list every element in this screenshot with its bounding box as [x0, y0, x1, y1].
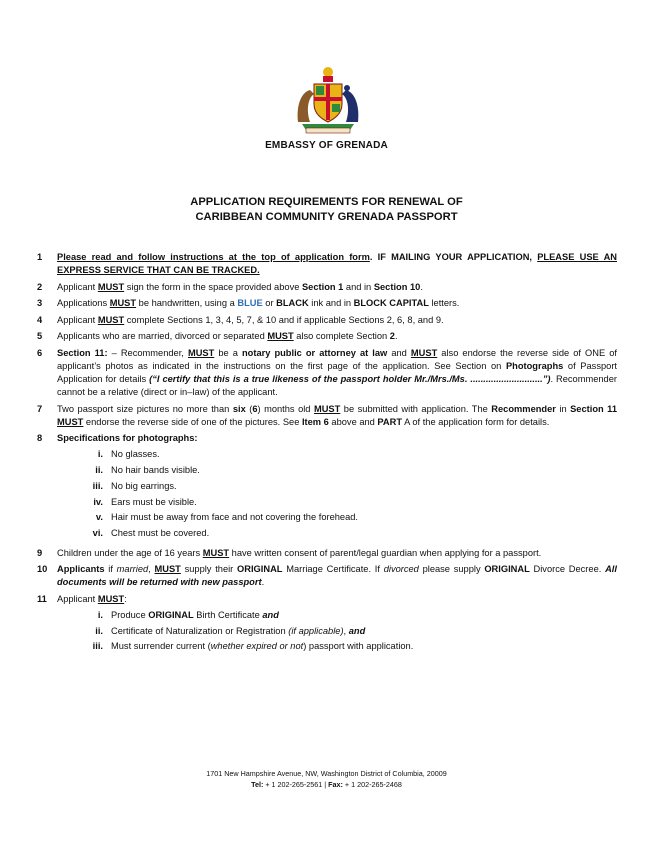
item-text: [57, 432, 617, 543]
list-item: [37, 432, 617, 543]
item-number: 10: [37, 564, 48, 575]
sub-item: v. Hair must be away from face and not covering the forehead.: [95, 512, 359, 523]
title-line-1: APPLICATION REQUIREMENTS FOR RENEWAL OF: [190, 196, 463, 208]
item-number: 8: [37, 433, 43, 444]
sub-item: i. No glasses.: [97, 449, 160, 460]
footer-contact: Tel: + 1 202-265-2561 | Fax: + 1 202-265-2468: [251, 779, 402, 789]
item-number: 9: [37, 547, 43, 558]
sub-item: vi. Chest must be covered.: [92, 528, 210, 539]
sub-item: iii. Must surrender current (whether expired or not) passport with application.: [92, 641, 414, 652]
list-item: [37, 547, 617, 560]
list-item: [37, 330, 617, 343]
item-text: Applicants who are married, divorced or separated MUST also complete Section 2.: [57, 331, 398, 342]
list-item: [37, 563, 617, 589]
item-number: 6: [37, 347, 43, 358]
list-item: [37, 297, 617, 310]
title-line-2: CARIBBEAN COMMUNITY GRENADA PASSPORT: [195, 210, 458, 223]
list-item: [37, 347, 617, 399]
applicant-must-heading: Applicant MUST:: [57, 593, 127, 604]
sub-item: i. Produce ORIGINAL Birth Certificate and: [97, 609, 279, 620]
embassy-name: EMBASSY OF GRENADA: [265, 140, 388, 151]
item-text: Applicant MUST sign the form in the space provided above Section 1 and in Section 10.: [57, 281, 423, 292]
item-text: [57, 593, 617, 656]
item-number: 2: [37, 281, 43, 292]
item-number: 11: [37, 593, 47, 604]
list-item: [37, 281, 617, 294]
item-number: 4: [37, 314, 43, 325]
item-number: 7: [37, 403, 43, 414]
sub-item: ii. Certificate of Naturalization or Registration (if applicable), and: [95, 625, 366, 636]
photo-spec-heading: Specifications for photographs:: [57, 433, 198, 444]
item-text: Section 11: – Recommender, MUST be a notary public or attorney at law and MUST also endorse the reverse side of ONE of applicant’s photos as indicated in the instructions on the first page of the application. See Section on Photographs of Passport Application for details (“I certify that this is a true likeness of the passport holder Mr./Mrs./Ms. ............................”). Recommender cannot be a relative (direct or in–law) of the applicant.: [57, 347, 617, 397]
document-title: [0, 195, 653, 224]
sub-item: iii. No big earrings.: [92, 480, 177, 491]
footer-address: 1701 New Hampshire Avenue, NW, Washington District of Columbia, 20009: [206, 769, 447, 778]
item-text: Children under the age of 16 years MUST have written consent of parent/legal guardian when applying for a passport.: [57, 547, 542, 558]
footer: [0, 769, 653, 790]
item-text: Two passport size pictures no more than six (6) months old MUST be submitted with application. The Recommender in Section 11 MUST endorse the reverse side of one of the pictures. See Item 6 above and PART A of the application form for details.: [57, 403, 618, 427]
sub-item: ii. No hair bands visible.: [95, 464, 200, 475]
item-number: 3: [37, 298, 43, 309]
item-text: Please read and follow instructions at the top of application form. IF MAILING YOUR APPLICATION, PLEASE USE AN EXPRESS SERVICE THAT CAN BE TRACKED.: [57, 252, 618, 275]
item-text: Applicant MUST complete Sections 1, 3, 4, 5, 7, & 10 and if applicable Sections 2, 6, 8, and 9.: [57, 314, 444, 325]
list-item: [37, 314, 617, 327]
item-number: 5: [37, 331, 43, 342]
list-item: [37, 251, 617, 277]
requirements-list: [37, 251, 617, 660]
grenada-coat-of-arms-icon: [292, 64, 364, 136]
list-item: [37, 403, 617, 429]
item-text: Applications MUST be handwritten, using a BLUE or BLACK ink and in BLOCK CAPITAL letters.: [57, 298, 460, 309]
item-text: Applicants if married, MUST supply their ORIGINAL Marriage Certificate. If divorced please supply ORIGINAL Divorce Decree. All documents will be returned with new passport.: [57, 564, 617, 588]
item-number: 1: [37, 252, 43, 262]
list-item: [37, 593, 617, 656]
sub-item: iv. Ears must be visible.: [93, 496, 197, 507]
